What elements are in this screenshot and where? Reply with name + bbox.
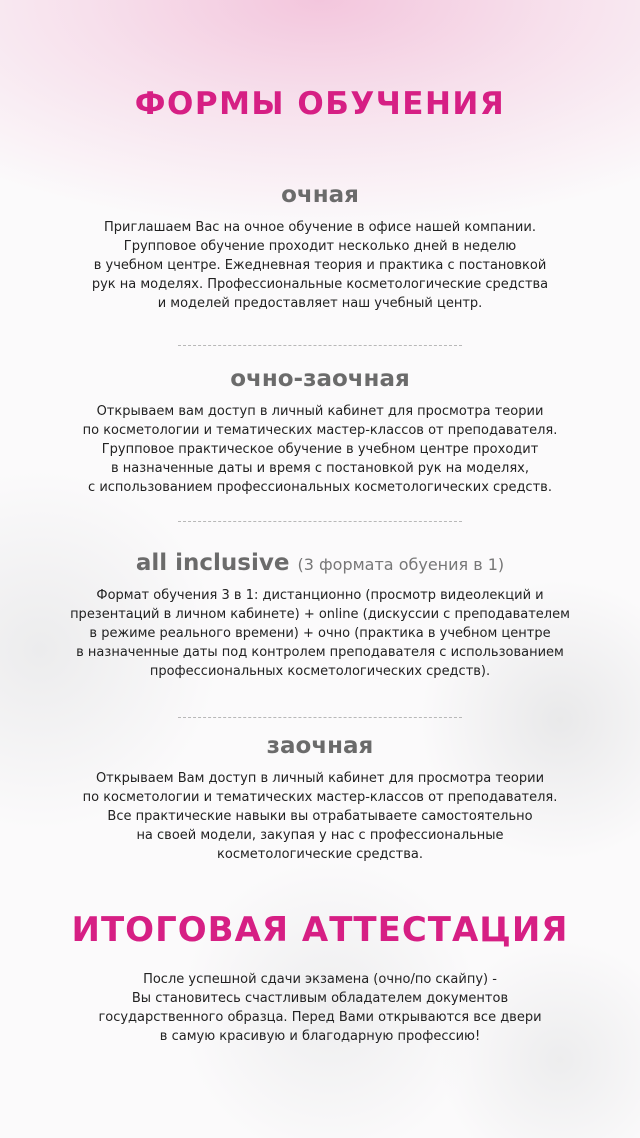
section-divider — [178, 345, 462, 346]
section-heading-label: очно-заочная — [230, 366, 410, 392]
section-heading — [0, 550, 640, 576]
form-section-ochnaya — [0, 182, 640, 313]
attestation-description: После успешной сдачи экзамена (очно/по скайпу) - Вы становитесь счастливым обладателем документов государственного образца. Перед Вами открываются все двери в самую красивую и благодарную профессию! — [98, 972, 542, 1044]
form-section-all-inclusive — [0, 550, 640, 681]
section-description: Открываем вам доступ в личный кабинет для просмотра теории по косметологии и тематических мастер-классов от преподавателя. Групповое практическое обучение в учебном центре проходит в назначенные даты и время с постановкой рук на моделях, с использованием профессиональных косметологических средств. — [82, 404, 558, 495]
form-section-zaochnaya — [0, 733, 640, 864]
section-description: Приглашаем Вас на очное обучение в офисе нашей компании. Групповое обучение проходит несколько дней в неделю в учебном центре. Ежедневная теория и практика с постановкой рук на моделях. Профессиональные косметологические средства и моделей предоставляет наш учебный центр. — [91, 220, 549, 311]
section-heading — [0, 182, 640, 208]
page-title: ФОРМЫ ОБУЧЕНИЯ — [134, 86, 506, 122]
section-heading — [0, 366, 640, 392]
section-divider — [178, 521, 462, 522]
section-divider — [178, 717, 462, 718]
section-description: Формат обучения 3 в 1: дистанционно (просмотр видеолекций и презентаций в личном кабинете) + online (дискуссии с преподавателем в режиме реального времени) + очно (практика в учебном центре в назначенные даты под контролем преподавателя с использованием профессиональных косметологических средств). — [70, 588, 570, 679]
section-description: Открываем Вам доступ в личный кабинет для просмотра теории по косметологии и тематических мастер-классов от преподавателя. Все практические навыки вы отрабатываете самостоятельно на своей модели, закупая у нас с профессиональные косметологические средства. — [82, 771, 558, 862]
section-heading-label: заочная — [266, 733, 374, 759]
section-heading-note: (3 формата обуения в 1) — [297, 555, 505, 574]
attestation-section — [0, 970, 640, 1046]
section-heading-label: очная — [281, 182, 359, 208]
form-section-ochno-zaochnaya — [0, 366, 640, 497]
section-heading-label: all inclusive — [135, 550, 290, 576]
section-heading — [0, 733, 640, 759]
attestation-title: ИТОГОВАЯ АТТЕСТАЦИЯ — [71, 910, 569, 950]
